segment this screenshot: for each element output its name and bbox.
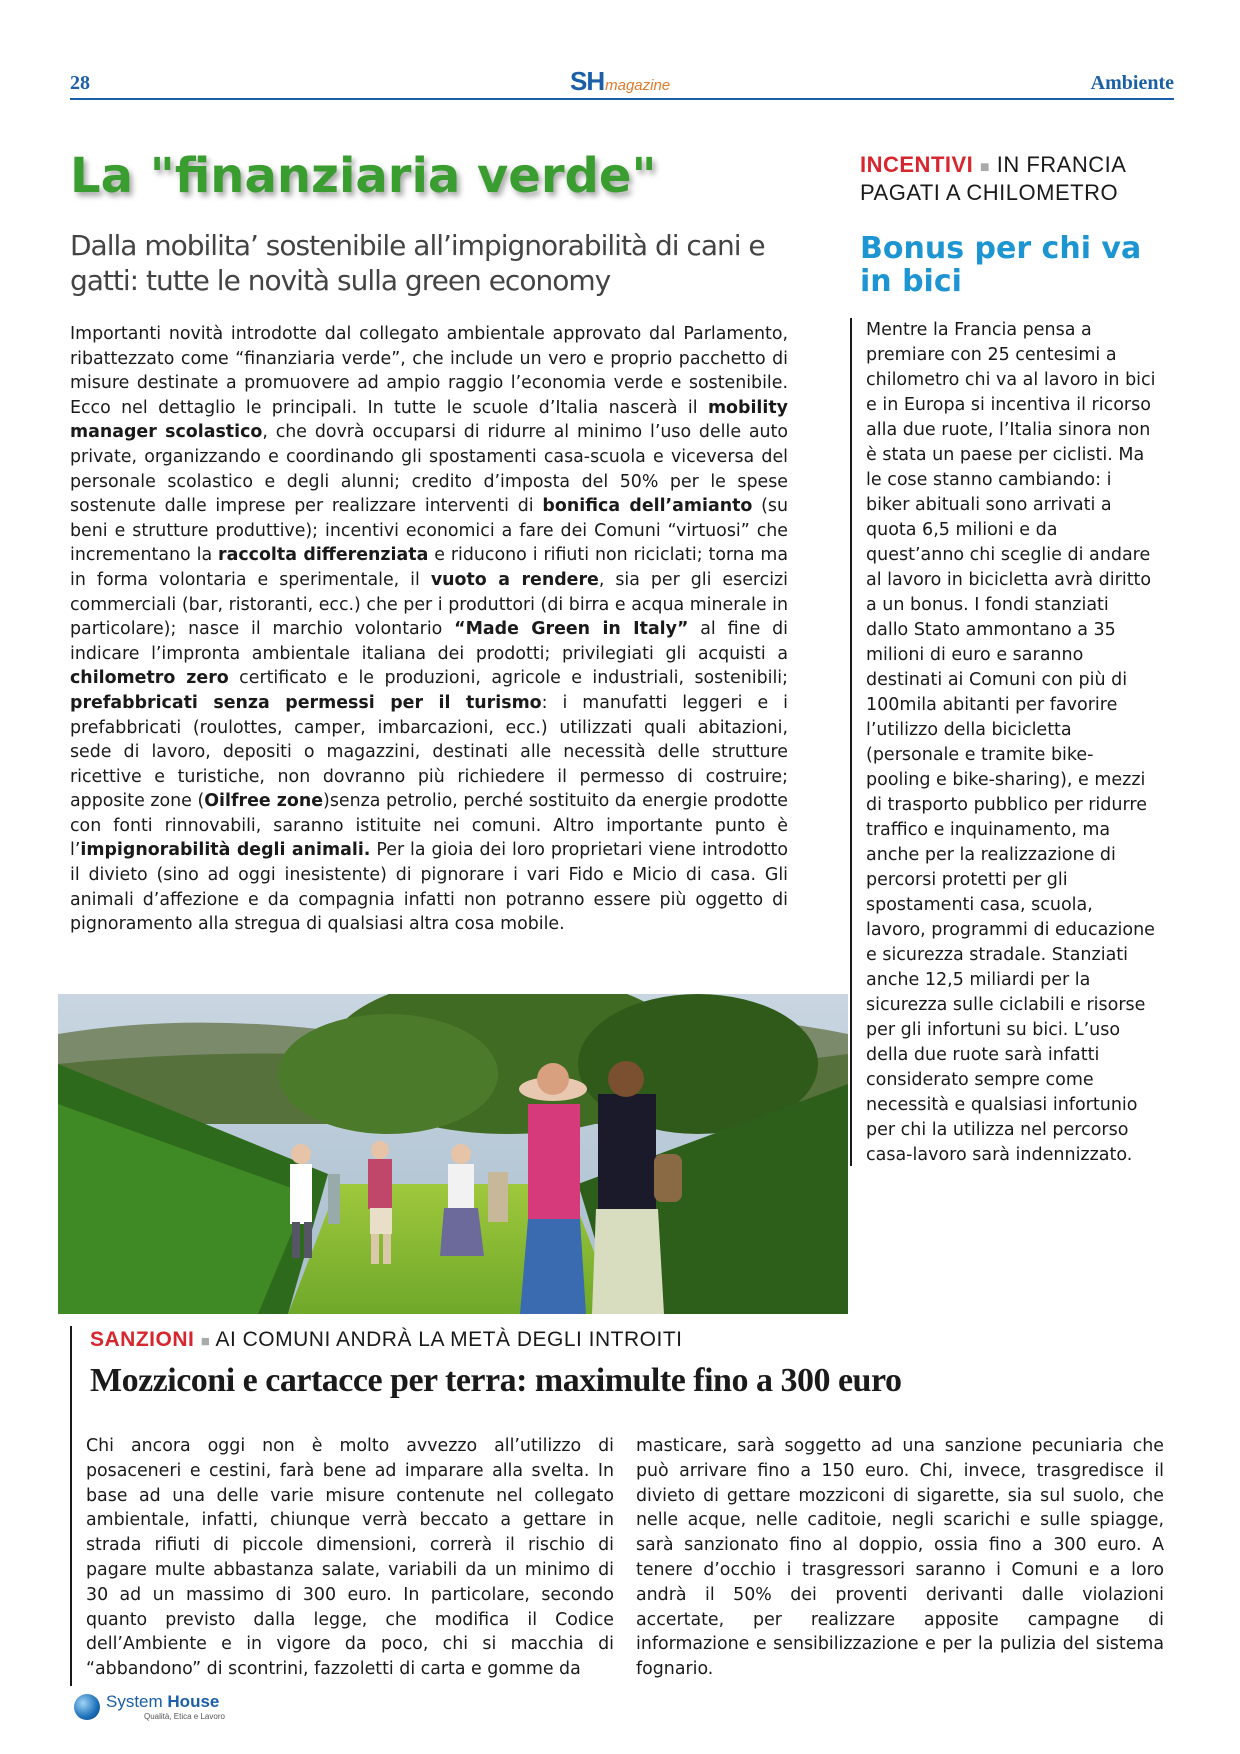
section-label: Ambiente [1090,72,1174,94]
article2-column-1: Chi ancora oggi non è molto avvezzo all’utilizzo di posaceneri e cestini, farà bene ad imparare alla svelta. In base ad una delle varie misure contenute nel collegato ambientale, infatti, chiunque verrà beccato a gettare in strada rifiuti di piccole dimensioni, correrà il rischio di pagare multe abbastanza salate, variabili da un minimo di 30 ad un massimo di 300 euro. In particolare, secondo quanto previsto dalla legge, che modifica il Codice dell’Ambiente e in vigore da poco, chi si macchia di “abbandono” di scontrini, fazzoletti di carta e gomme da [86,1436,614,1680]
body-text: : i manufatti leggeri e i prefabbricati (roulottes, camper, imbarcazioni, ecc.) utilizzati quali abitazioni, sede di lavoro, depositi o magazzini, destinati alle necessità delle strutture ricettive e turistiche, non dovranno più richiedere il permesso di costruire; apposite zone ( [70,692,788,812]
highlight-term: prefabbricati senza permessi per il turismo [70,692,542,713]
article2-title: Mozziconi e cartacce per terra: maximulte fino a 300 euro [90,1362,902,1399]
body-text: (su beni e strutture produttive); incentivi economici a fare dei Comuni “virtuosi” che incrementano la [70,496,788,566]
highlight-term: impignorabilità degli animali. [80,840,371,861]
sidebar-title: Bonus per chi va in bici [860,231,1142,299]
body-text: , che dovrà occuparsi di ridurre al minimo l’uso delle auto private, organizzando e coordinando gli spostamenti casa-scuola e viceversa del personale scolastico e degli alunni; credito d’imposta del 50% per le spese sostenute dalle imprese per realizzare interventi di [70,422,788,517]
article2-kicker-tag: SANZIONI [90,1328,195,1351]
article-body [70,322,788,937]
logo-main: SH [570,66,605,96]
square-bullet-icon: ■ [979,159,991,176]
header-divider [70,98,1174,100]
body-text: Importanti novità introdotte dal collegato ambientale approvato dal Parlamento, ribattezzato come “finanziaria verde”, che include un vero e proprio pacchetto di misure destinate a promuovere ad ampio raggio l’economia verde e sostenibile. Ecco nel dettaglio le principali. In tutte le scuole d’Italia nascerà il [70,324,788,418]
square-bullet-icon: ■ [200,1333,211,1350]
footer-brand-light: System [106,1692,168,1711]
garden-photo-illustration [58,994,848,1314]
sidebar-divider [850,318,852,1166]
body-text: certificato e le produzioni, agricole e industriali, sostenibili; [228,668,788,689]
body-text: al fine di indicare l’impronta ambientale italiana dei prodotti; privilegiati gli acquisti a [70,619,788,664]
article2-column-2: masticare, sarà soggetto ad una sanzione pecuniaria che può arrivare fino a 150 euro. Chi, invece, trasgredisce il divieto di gettare mozziconi di sigarette, sia sul suolo, che nelle acque, nelle caditoie, negli scarichi e sulle spiagge, sarà sanzionato fino al doppio, ossia fino a 300 euro. A tenere d’occhio i trasgressori saranno i Comuni e a loro andrà il 50% dei proventi derivanti dalle violazioni accertate, per realizzare apposite campagne di informazione e sensibilizzazione e per la pulizia del sistema fognario. [636,1436,1164,1680]
globe-icon [74,1694,100,1720]
footer-brand-bold: House [167,1692,220,1711]
article2-kicker-text: AI COMUNI ANDRÀ LA METÀ DEGLI INTROITI [215,1328,683,1351]
highlight-term: chilometro zero [70,668,229,689]
body-text: , sia per gli esercizi commerciali (bar, ristoranti, ecc.) che per i produttori (di birra e acqua minerale in particolare); nasce il marchio volontario [70,569,789,640]
article-title: La "finanziaria verde" [70,148,657,204]
highlight-term: “Made Green in Italy” [454,619,689,640]
page-number: 28 [70,72,90,94]
body-text: Per la gioia dei loro proprietari viene introdotto il divieto (sino ad oggi inesistente) di pignorare i vari Fido e Micio di casa. Gli animali d’affezione e da compagnia infatti non potranno essere più oggetto di pignoramento alla stregua di qualsiasi altra cosa mobile. [70,840,788,935]
highlight-term: bonifica dell’amianto [542,496,753,517]
body-text: e riducono i rifiuti non riciclati; torna ma in forma volontaria e sperimentale, il [70,545,789,590]
magazine-logo [570,66,670,97]
sidebar-body: Mentre la Francia pensa a premiare con 25 centesimi a chilometro chi va al lavoro in bici e in Europa si incentiva il ricorso alla due ruote, l’Italia sinora non è stata un paese per ciclisti. Ma le cose stanno cambiando: i biker abituali sono arrivati a quota 6,5 milioni e da quest’anno chi sceglie di andare al lavoro in bicicletta avrà diritto a un bonus. I fondi stanziati dallo Stato ammontano a 35 milioni di euro e saranno destinati ai Comuni con più di 100mila abitanti per favorire l’utilizzo della bicicletta (personale e tramite bike-pooling e bike-sharing), e mezzi di trasporto pubblico per ridurre traffico e inquinamento, ma anche per la realizzazione di percorsi protetti per gli spostamenti casa, scuola, lavoro, programmi di educazione e sicurezza stradale. Stanziati anche 12,5 miliardi per la sicurezza sulle ciclabili e risorse per gli infortuni su bici. L’uso della due ruote sarà infatti considerato sempre come necessità e qualsiasi infortunio per chi la utilizza nel percorso casa-lavoro sarà indennizzato. [866,320,1156,1165]
highlight-term: raccolta differenziata [218,545,429,566]
footer-logo [74,1692,274,1726]
sidebar-kicker [860,152,1180,205]
article2-kicker [90,1328,683,1352]
footer-brand [106,1692,219,1712]
garden-photo [58,994,848,1314]
footer-tagline: Qualità, Etica e Lavoro [144,1712,225,1721]
article2-divider [70,1326,72,1686]
sidebar-kicker-text: IN FRANCIA PAGATI A CHILOMETRO [860,152,1126,205]
highlight-term: mobility manager scolastico [70,397,788,443]
highlight-term: Oilfree zone [204,791,324,812]
body-text: )senza petrolio, perché sostituito da energie prodotte con fonti rinnovabili, saranno istituite nei comuni. Altro importante punto è l’ [70,791,788,861]
highlight-term: vuoto a rendere [430,569,599,590]
logo-sub: magazine [605,77,671,94]
sidebar-kicker-tag: INCENTIVI [860,152,974,177]
article-subtitle: Dalla mobilita’ sostenibile all’impignorabilità di cani e gatti: tutte le novità sulla green economy [70,229,765,297]
